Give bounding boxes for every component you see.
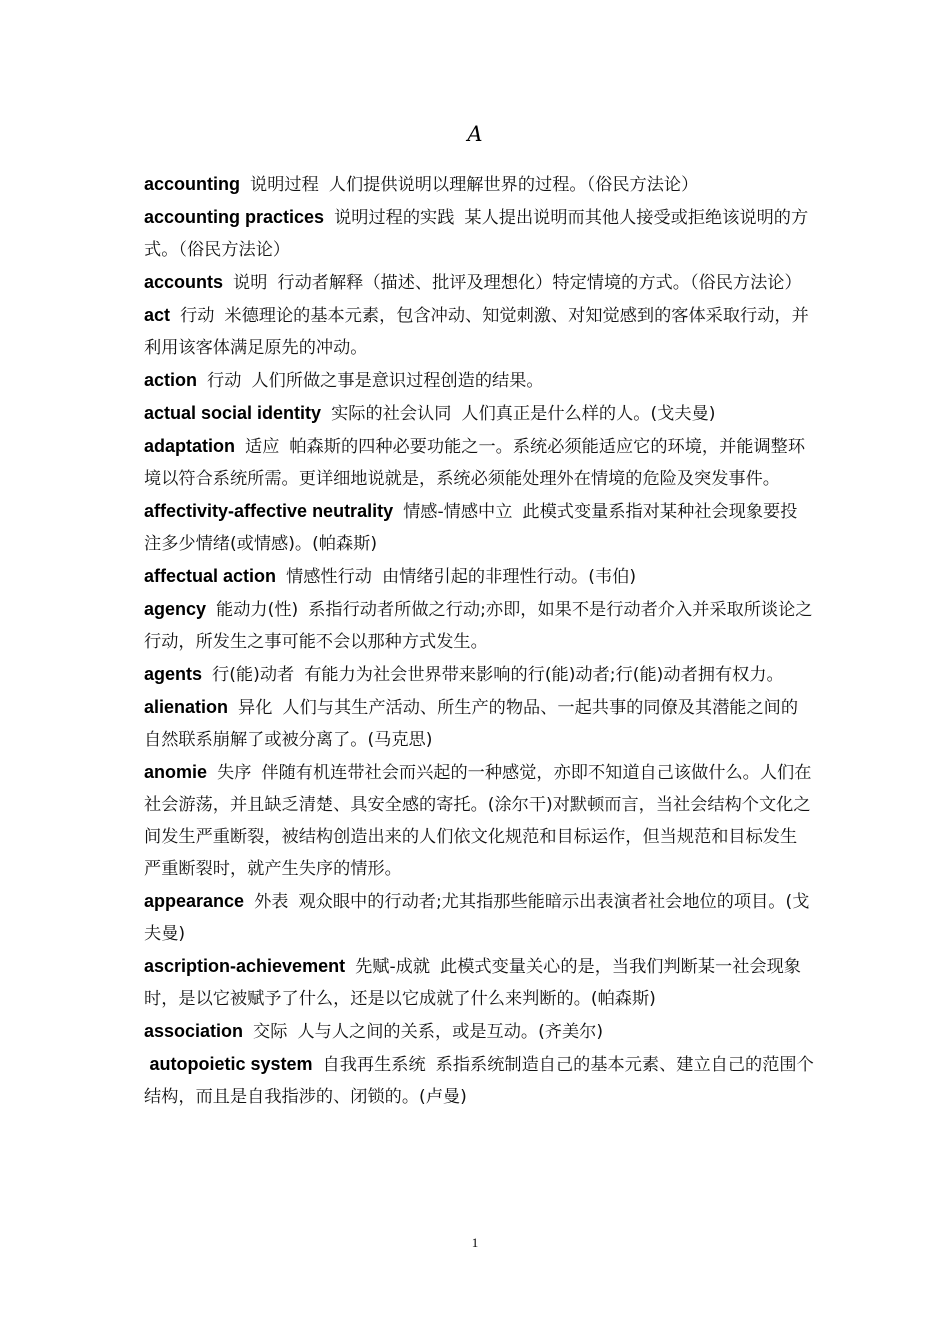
entry-definition: 系指系统制造自己的基本元素、建立自己的范围个结构，而且是自我指涉的、闭锁的。(卢曼): [144, 1055, 814, 1107]
entry-translation: 适应: [245, 437, 280, 457]
entry-term: act: [144, 305, 171, 325]
entry-definition: 有能力为社会世界带来影响的行(能)动者;行(能)动者拥有权力。: [304, 665, 784, 685]
entry-definition: 人们真正是什么样的人。(戈夫曼): [461, 404, 716, 424]
entry-definition: 人们提供说明以理解世界的过程。（俗民方法论）: [328, 175, 699, 195]
entry-definition: 人们与其生产活动、所生产的物品、一起共事的同僚及其潜能之间的自然联系崩解了或被分离了。(马克思): [144, 698, 799, 750]
glossary-entry: [144, 1015, 814, 1048]
entry-definition: 某人提出说明而其他人接受或拒绝该说明的方式。（俗民方法论）: [144, 208, 809, 260]
entry-translation: 失序: [217, 763, 252, 783]
glossary-entry: [144, 266, 814, 299]
glossary-entry: [144, 691, 814, 756]
entry-definition: 观众眼中的行动者;尤其指那些能暗示出表演者社会地位的项目。(戈夫曼): [144, 892, 810, 944]
glossary-entry: [144, 593, 814, 658]
entry-definition: 帕森斯的四种必要功能之一。系统必须能适应它的环境，并能调整环境以符合系统所需。更详细地说就是，系统必须能处理外在情境的危险及突发事件。: [144, 437, 806, 489]
entry-term: accounting practices: [144, 207, 325, 227]
glossary-entry: [144, 168, 814, 201]
glossary-entry: [144, 430, 814, 495]
entry-translation: 异化: [238, 698, 273, 718]
entry-definition: 人与人之间的关系，或是互动。(齐美尔): [297, 1022, 604, 1042]
entry-term: ascription-achievement: [144, 956, 346, 976]
entry-translation: 说明: [233, 273, 268, 293]
entry-term: affectivity-affective neutrality: [144, 501, 394, 521]
glossary-list: [144, 168, 814, 1113]
entry-term: adaptation: [144, 436, 236, 456]
glossary-entry: [144, 756, 814, 885]
glossary-entry: [144, 560, 814, 593]
glossary-entry: [144, 950, 814, 1015]
entry-definition: 由情绪引起的非理性行动。(韦伯): [381, 567, 637, 587]
entry-definition: 伴随有机连带社会而兴起的一种感觉，亦即不知道自己该做什么。人们在社会游荡，并且缺乏清楚、具安全感的寄托。(涂尔干)对默顿而言，当社会结构个文化之间发生严重断裂，被结构创造出来的人们依文化规范和目标运作，但当规范和目标发生严重断裂时，就产生失序的情形。: [144, 763, 812, 879]
entry-term: action: [144, 370, 198, 390]
glossary-entry: [144, 299, 814, 364]
section-letter: A: [467, 122, 483, 146]
entry-translation: 先赋-成就: [355, 957, 431, 977]
glossary-entry: [144, 658, 814, 691]
entry-translation: 情感-情感中立: [403, 502, 513, 522]
entry-term: accounts: [144, 272, 224, 292]
entry-translation: 外表: [254, 892, 289, 912]
glossary-entry: [144, 885, 814, 950]
entry-definition: 系指行动者所做之行动;亦即，如果不是行动者介入并采取所谈论之行动，所发生之事可能不会以那种方式发生。: [144, 600, 813, 652]
entry-translation: 行(能)动者: [212, 665, 295, 685]
entry-term: association: [144, 1021, 244, 1041]
entry-translation: 行动: [207, 371, 242, 391]
entry-term: alienation: [144, 697, 229, 717]
page-number: 1: [471, 1235, 479, 1250]
entry-definition: 人们所做之事是意识过程创造的结果。: [251, 371, 544, 391]
entry-translation: 行动: [180, 306, 215, 326]
glossary-entry: [144, 201, 814, 266]
entry-translation: 说明过程: [250, 175, 319, 195]
entry-definition: 米德理论的基本元素，包含冲动、知觉刺激、对知觉感到的客体采取行动，并利用该客体满足原先的冲动。: [144, 306, 809, 358]
entry-translation: 自我再生系统: [322, 1055, 426, 1075]
entry-term: actual social identity: [144, 403, 322, 423]
entry-term: agents: [144, 664, 203, 684]
entry-translation: 情感性行动: [286, 567, 372, 587]
entry-definition: 此模式变量关心的是，当我们判断某一社会现象时，是以它被赋予了什么，还是以它成就了什么来判断的。(帕森斯): [144, 957, 801, 1009]
glossary-entry: [144, 495, 814, 560]
entry-term: affectual action: [144, 566, 277, 586]
glossary-entry: [144, 397, 814, 430]
entry-definition: 行动者解释（描述、批评及理想化）特定情境的方式。（俗民方法论）: [277, 273, 802, 293]
entry-term: anomie: [144, 762, 208, 782]
entry-term: appearance: [144, 891, 245, 911]
entry-translation: 能动力(性): [216, 600, 299, 620]
entry-term: agency: [144, 599, 207, 619]
entry-term: autopoietic system: [149, 1054, 313, 1074]
entry-term: accounting: [144, 174, 241, 194]
glossary-entry: [144, 1048, 814, 1113]
entry-translation: 说明过程的实践: [334, 208, 455, 228]
entry-translation: 交际: [253, 1022, 288, 1042]
entry-definition: 此模式变量系指对某种社会现象要投注多少情绪(或情感)。(帕森斯): [144, 502, 798, 554]
entry-translation: 实际的社会认同: [331, 404, 452, 424]
glossary-entry: [144, 364, 814, 397]
